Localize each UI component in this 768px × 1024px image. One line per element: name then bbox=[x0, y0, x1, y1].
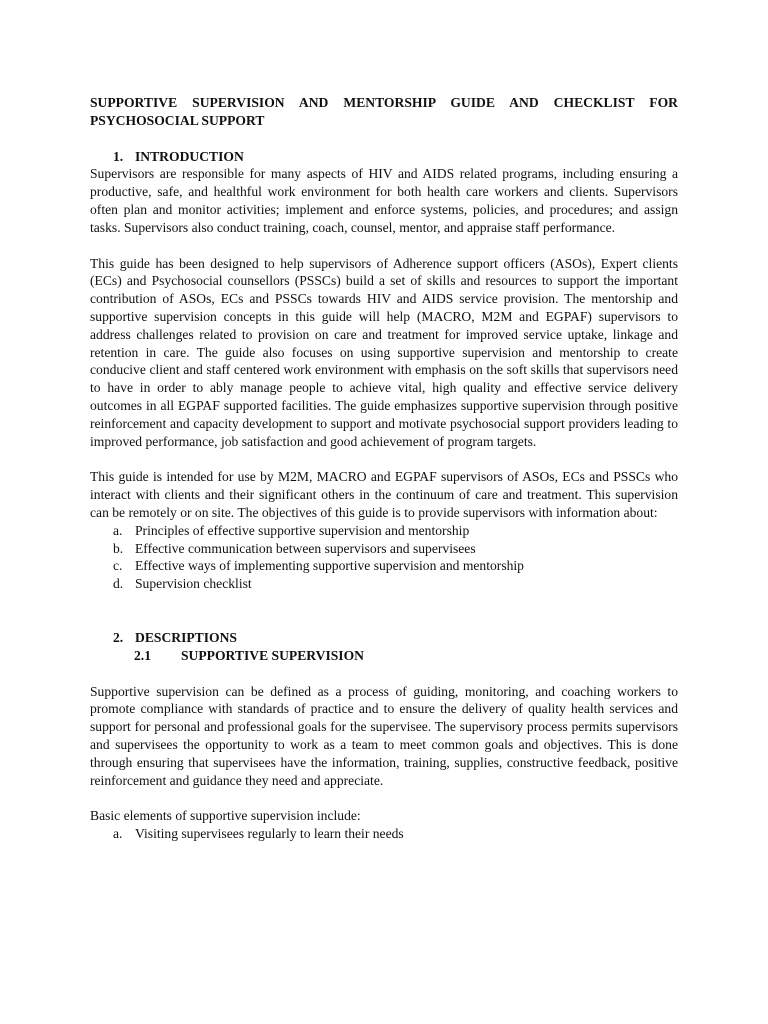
elements-list bbox=[90, 825, 678, 843]
objectives-list bbox=[90, 522, 678, 593]
intro-paragraph-1: Supervisors are responsible for many aspects of HIV and AIDS related programs, including ensuring a productive, safe, and healthful work environment for both health care workers and clients. Supervisors often plan and monitor activities; implement and enforce systems, policies, and procedures; and assign tasks. Supervisors also conduct training, coach, counsel, mentor, and appraise staff performance. bbox=[90, 166, 678, 235]
list-item-text: Effective communication between supervisors and supervisees bbox=[135, 540, 476, 556]
list-item-text: Effective ways of implementing supportive supervision and mentorship bbox=[135, 558, 524, 574]
list-item bbox=[90, 825, 678, 843]
subsection-title: SUPPORTIVE SUPERVISION bbox=[181, 647, 364, 663]
list-item bbox=[90, 557, 678, 575]
list-marker: d. bbox=[113, 576, 124, 592]
subsection-number: 2.1 bbox=[134, 647, 151, 663]
list-marker: a. bbox=[113, 522, 123, 538]
list-item-text: Supervision checklist bbox=[135, 576, 252, 592]
descriptions-paragraph-1: Supportive supervision can be defined as a process of guiding, monitoring, and coaching workers to promote compliance with standards of practice and to ensure the delivery of quality health services and support for personal and professional goals for the supervisee. The supervisory process permits supervisors and supervisees the opportunity to work as a team to meet common goals and objectives. This is done through ensuring that supervisees have the information, training, supplies, constructive feedback, positive reinforcement and guidance they need and appreciate. bbox=[90, 683, 678, 788]
section-title: DESCRIPTIONS bbox=[135, 629, 237, 645]
section-number: 2. bbox=[113, 629, 124, 645]
list-item-text: Visiting supervisees regularly to learn their needs bbox=[135, 826, 404, 842]
list-marker: a. bbox=[113, 826, 123, 842]
list-item bbox=[90, 540, 678, 558]
intro-paragraph-2: This guide has been designed to help supervisors of Adherence support officers (ASOs), Expert clients (ECs) and Psychosocial counsellors (PSSCs) build a set of skills and resources to support the important contribution of ASOs, ECs and PSSCs towards HIV and AIDS service provision. The mentorship and supportive supervision concepts in this guide will help (MACRO, M2M and EGPAF) supervisors to address challenges related to provision on care and treatment for improved service uptake, linkage and retention in care. The guide also focuses on using supportive supervision and mentorship to create conducive client and staff centered work environment with emphasis on the soft skills that supervisors need to have in order to ably manage people to achieve vital, high quality and effective service delivery outcomes in all EGPAF supported facilities. The guide emphasizes supportive supervision through positive reinforcement and capacity development to support and motivate psychosocial support providers leading to improved performance, job satisfaction and good achievement of program targets. bbox=[90, 255, 678, 449]
document-page bbox=[90, 94, 678, 843]
document-title: SUPPORTIVE SUPERVISION AND MENTORSHIP GUIDE AND CHECKLIST FOR PSYCHOSOCIAL SUPPORT bbox=[90, 95, 678, 128]
list-item bbox=[90, 522, 678, 540]
section-heading-descriptions bbox=[90, 629, 678, 647]
list-marker: c. bbox=[113, 558, 123, 574]
intro-paragraph-3: This guide is intended for use by M2M, MACRO and EGPAF supervisors of ASOs, ECs and PSSCs who interact with clients and their significant others in the continuum of care and treatment. This supervision can be remotely or on site. The objectives of this guide is to provide supervisors with information about: bbox=[90, 469, 678, 520]
list-marker: b. bbox=[113, 540, 124, 556]
list-item-text: Principles of effective supportive supervision and mentorship bbox=[135, 522, 470, 538]
subsection-heading-supportive-supervision bbox=[90, 647, 678, 665]
section-title: INTRODUCTION bbox=[135, 148, 244, 164]
descriptions-paragraph-2: Basic elements of supportive supervision include: bbox=[90, 808, 361, 824]
section-number: 1. bbox=[113, 148, 124, 164]
list-item bbox=[90, 575, 678, 593]
section-heading-introduction bbox=[90, 148, 678, 166]
